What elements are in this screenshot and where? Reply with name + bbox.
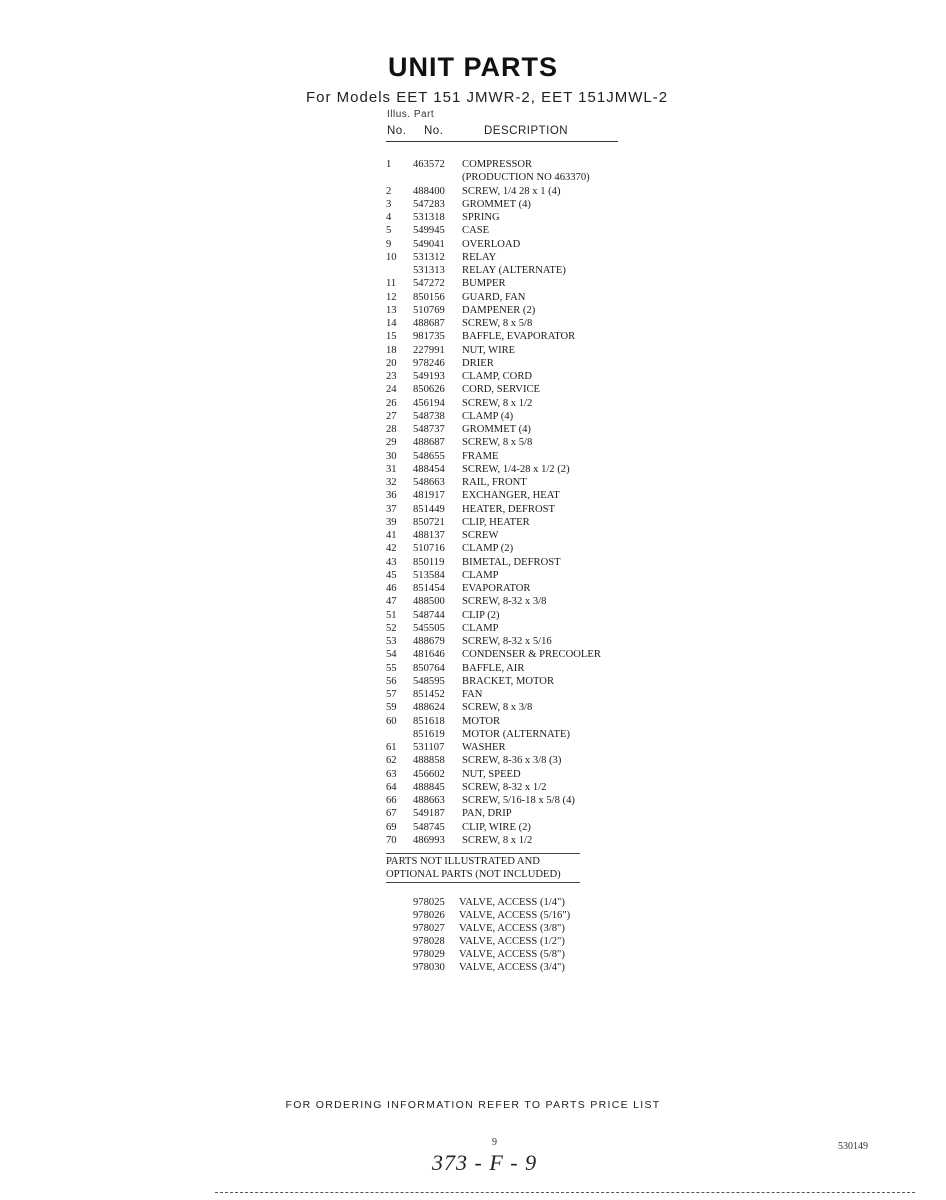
part-number: 227991 (413, 344, 445, 356)
illus-number: 28 (386, 424, 397, 435)
parts-row (386, 569, 646, 582)
not-illustrated-heading-2: OPTIONAL PARTS (NOT INCLUDED) (386, 869, 561, 880)
part-description: SCREW, 1/4 28 x 1 (4) (462, 185, 561, 197)
models-subtitle: For Models EET 151 JMWR-2, EET 151JMWL-2 (306, 89, 669, 106)
parts-row (386, 489, 646, 502)
part-description: MOTOR (462, 715, 501, 727)
part-description: RAIL, FRONT (462, 477, 527, 488)
parts-list (386, 158, 646, 847)
part-number: 488845 (413, 781, 445, 793)
part-number: 978026 (413, 910, 445, 922)
part-number: 547283 (413, 198, 445, 210)
part-description: VALVE, ACCESS (1/2") (459, 936, 565, 948)
part-number: 531318 (413, 212, 445, 223)
illus-number: 57 (386, 689, 397, 700)
column-header-description: DESCRIPTION (484, 125, 569, 137)
illus-number: 70 (386, 834, 397, 846)
part-description: CLAMP, CORD (462, 371, 533, 382)
part-number: 488679 (413, 636, 445, 647)
part-number: 851452 (413, 689, 445, 700)
ordering-note: FOR ORDERING INFORMATION REFER TO PARTS PRICE LIST (285, 1099, 661, 1111)
part-number: 549193 (413, 371, 445, 382)
part-description: FAN (462, 689, 483, 700)
part-number: 488687 (413, 437, 445, 449)
illus-number: 2 (386, 185, 392, 197)
optional-part-row (386, 896, 646, 909)
parts-row (386, 264, 646, 277)
part-description: VALVE, ACCESS (1/4") (459, 897, 565, 908)
parts-row (386, 503, 646, 516)
part-description: BRACKET, MOTOR (462, 675, 555, 687)
parts-row (386, 330, 646, 343)
part-description: SCREW, 8 x 1/2 (462, 834, 533, 846)
optional-parts-list (386, 896, 646, 975)
illus-number: 1 (386, 159, 392, 170)
parts-row (386, 436, 646, 449)
part-number: 978027 (413, 923, 445, 935)
part-description: PAN, DRIP (462, 808, 512, 820)
parts-row (386, 251, 646, 264)
parts-row (386, 185, 646, 198)
illus-number: 39 (386, 516, 397, 528)
parts-row (386, 662, 646, 675)
parts-row (386, 807, 646, 820)
illus-number: 66 (386, 795, 397, 806)
part-description: NUT, SPEED (462, 768, 521, 780)
illus-number: 30 (386, 450, 397, 462)
illus-number: 62 (386, 755, 397, 767)
illus-number: 46 (386, 583, 397, 594)
part-description: SCREW (462, 530, 499, 541)
parts-row (386, 741, 646, 754)
illus-number: 63 (386, 768, 397, 780)
illus-number: 3 (386, 198, 392, 210)
illus-number: 32 (386, 477, 397, 488)
part-number: 851618 (413, 715, 445, 727)
parts-row (386, 754, 646, 767)
illus-number: 59 (386, 702, 397, 714)
part-description: DAMPENER (2) (462, 304, 536, 316)
parts-row (386, 291, 646, 304)
parts-row (386, 370, 646, 383)
part-number: 978246 (413, 357, 445, 369)
part-description: SCREW, 8 x 5/8 (462, 318, 533, 329)
part-description: MOTOR (ALTERNATE) (462, 728, 570, 740)
illus-number: 42 (386, 543, 397, 555)
part-number: 531107 (413, 742, 445, 753)
illus-number: 24 (386, 384, 397, 396)
illus-number: 61 (386, 742, 397, 753)
part-description: VALVE, ACCESS (5/8") (459, 949, 565, 961)
part-description: (PRODUCTION NO 463370) (462, 172, 590, 184)
part-number: 488663 (413, 795, 445, 806)
parts-row (386, 344, 646, 357)
not-illustrated-bottom-rule (386, 882, 580, 883)
part-description: CONDENSER & PRECOOLER (462, 649, 601, 661)
part-description: CLAMP (2) (462, 543, 514, 555)
parts-row (386, 383, 646, 396)
part-description: BUMPER (462, 278, 506, 290)
illus-number: 52 (386, 622, 397, 634)
part-description: BAFFLE, EVAPORATOR (462, 331, 576, 343)
part-number: 548737 (413, 424, 445, 435)
parts-row (386, 781, 646, 794)
parts-row (386, 821, 646, 834)
part-number: 548738 (413, 410, 445, 422)
part-number: 851454 (413, 583, 445, 594)
part-description: SCREW, 8 x 5/8 (462, 437, 533, 449)
part-description: EVAPORATOR (462, 583, 531, 594)
part-description: CLIP, HEATER (462, 516, 530, 528)
part-number: 978030 (413, 962, 445, 974)
part-description: SCREW, 8-32 x 5/16 (462, 636, 552, 647)
part-description: NUT, WIRE (462, 344, 516, 356)
part-description: SCREW, 8 x 1/2 (462, 397, 533, 409)
parts-row (386, 688, 646, 701)
illus-number: 23 (386, 371, 397, 382)
parts-row (386, 357, 646, 370)
part-description: BAFFLE, AIR (462, 662, 525, 674)
illus-number: 14 (386, 318, 397, 329)
parts-row (386, 397, 646, 410)
part-number: 547272 (413, 278, 445, 290)
optional-part-row (386, 909, 646, 922)
part-description: CLAMP (4) (462, 410, 514, 422)
parts-row (386, 768, 646, 781)
illus-number: 10 (386, 251, 397, 263)
illus-part-label: Illus. Part (387, 109, 435, 120)
part-description: VALVE, ACCESS (5/16") (459, 910, 571, 922)
parts-row (386, 675, 646, 688)
part-number: 531312 (413, 251, 445, 263)
parts-row (386, 238, 646, 251)
part-number: 488500 (413, 596, 445, 608)
parts-row (386, 595, 646, 608)
part-number: 548655 (413, 450, 445, 462)
parts-row (386, 834, 646, 847)
optional-part-row (386, 922, 646, 935)
illus-number: 45 (386, 569, 397, 581)
part-number: 851449 (413, 503, 445, 515)
parts-row (386, 635, 646, 648)
illus-number: 54 (386, 649, 397, 661)
part-description: SCREW, 8 x 3/8 (462, 702, 533, 714)
illus-number: 26 (386, 397, 397, 409)
illus-number: 9 (386, 238, 392, 250)
parts-row (386, 542, 646, 555)
part-description: VALVE, ACCESS (3/4") (459, 962, 565, 974)
part-description: SCREW, 5/16-18 x 5/8 (4) (462, 795, 575, 806)
illus-number: 31 (386, 463, 397, 475)
parts-row (386, 450, 646, 463)
part-description: DRIER (462, 357, 494, 369)
illus-number: 55 (386, 662, 397, 674)
optional-part-row (386, 961, 646, 974)
part-number: 531313 (413, 265, 445, 276)
illus-number: 36 (386, 490, 397, 502)
part-number: 850119 (413, 556, 445, 568)
parts-row (386, 463, 646, 476)
part-description: CLAMP (462, 569, 499, 581)
part-number: 978025 (413, 897, 445, 908)
part-number: 513584 (413, 569, 445, 581)
part-number: 548745 (413, 821, 445, 833)
illus-number: 56 (386, 675, 397, 687)
optional-part-row (386, 935, 646, 948)
part-description: CASE (462, 225, 490, 237)
not-illustrated-top-rule (386, 853, 580, 854)
part-description: CLAMP (462, 622, 499, 634)
illus-number: 4 (386, 212, 392, 223)
parts-row (386, 423, 646, 436)
part-description: FRAME (462, 450, 499, 462)
part-number: 851619 (413, 728, 445, 740)
part-number: 481646 (413, 649, 445, 661)
handwritten-annotation: 373 - F - 9 (432, 1150, 538, 1175)
parts-row (386, 410, 646, 423)
part-description: BIMETAL, DEFROST (462, 556, 561, 568)
parts-row (386, 794, 646, 807)
part-description: GUARD, FAN (462, 291, 526, 303)
illus-number: 15 (386, 331, 397, 343)
part-description: SCREW, 8-32 x 3/8 (462, 596, 547, 608)
illus-number: 11 (386, 278, 397, 290)
part-description: HEATER, DEFROST (462, 503, 555, 515)
bottom-rule (215, 1192, 915, 1193)
part-description: EXCHANGER, HEAT (462, 490, 560, 502)
page-number: 9 (492, 1137, 497, 1148)
parts-row (386, 198, 646, 211)
part-description: CLIP, WIRE (2) (462, 821, 531, 833)
parts-row (386, 211, 646, 224)
part-number: 978028 (413, 936, 445, 948)
part-description: SCREW, 1/4-28 x 1/2 (2) (462, 463, 570, 475)
part-number: 549945 (413, 225, 445, 237)
part-number: 548663 (413, 477, 445, 488)
illus-number: 43 (386, 556, 397, 568)
part-number: 978029 (413, 949, 445, 961)
part-number: 481917 (413, 490, 445, 502)
parts-row (386, 648, 646, 661)
part-number: 548595 (413, 675, 445, 687)
part-description: SPRING (462, 212, 500, 223)
part-description: SCREW, 8-36 x 3/8 (3) (462, 755, 562, 767)
illus-number: 41 (386, 530, 397, 541)
part-description: SCREW, 8-32 x 1/2 (462, 781, 547, 793)
illus-number: 12 (386, 291, 397, 303)
parts-row (386, 609, 646, 622)
part-number: 850626 (413, 384, 445, 396)
parts-row (386, 516, 646, 529)
parts-row (386, 728, 646, 741)
part-description: RELAY (462, 251, 497, 263)
illus-number: 53 (386, 636, 397, 647)
column-header-part-no: No. (424, 125, 444, 137)
column-header-illus-no: No. (387, 125, 407, 137)
part-description: CLIP (2) (462, 609, 500, 621)
part-number: 463572 (413, 159, 445, 170)
parts-row (386, 158, 646, 171)
part-number: 488687 (413, 318, 445, 329)
part-description: CORD, SERVICE (462, 384, 541, 396)
not-illustrated-heading-1: PARTS NOT ILLUSTRATED AND (386, 856, 540, 867)
parts-row (386, 317, 646, 330)
part-number: 488137 (413, 530, 445, 541)
illus-number: 47 (386, 596, 397, 608)
illus-number: 51 (386, 609, 397, 621)
part-number: 548744 (413, 609, 445, 621)
part-number: 510716 (413, 543, 445, 555)
optional-part-row (386, 948, 646, 961)
part-description: OVERLOAD (462, 238, 521, 250)
part-number: 545505 (413, 622, 445, 634)
part-number: 510769 (413, 304, 445, 316)
part-description: GROMMET (4) (462, 424, 531, 435)
parts-row (386, 582, 646, 595)
parts-row (386, 556, 646, 569)
document-number: 530149 (838, 1141, 868, 1152)
illus-number: 67 (386, 808, 397, 820)
part-description: VALVE, ACCESS (3/8") (459, 923, 565, 935)
part-number: 488400 (413, 185, 445, 197)
illus-number: 29 (386, 437, 397, 449)
parts-row (386, 476, 646, 489)
parts-row (386, 277, 646, 290)
part-description: COMPRESSOR (462, 159, 533, 170)
illus-number: 37 (386, 503, 397, 515)
page-title: UNIT PARTS (388, 52, 558, 82)
part-number: 488858 (413, 755, 445, 767)
part-description: GROMMET (4) (462, 198, 531, 210)
part-number: 456602 (413, 768, 445, 780)
part-number: 850156 (413, 291, 445, 303)
parts-row (386, 715, 646, 728)
illus-number: 20 (386, 357, 397, 369)
illus-number: 27 (386, 410, 397, 422)
part-number: 488624 (413, 702, 445, 714)
parts-row (386, 701, 646, 714)
part-number: 486993 (413, 834, 445, 846)
part-number: 456194 (413, 397, 445, 409)
illus-number: 69 (386, 821, 397, 833)
parts-row (386, 304, 646, 317)
part-number: 549187 (413, 808, 445, 820)
part-description: RELAY (ALTERNATE) (462, 265, 566, 276)
parts-row (386, 622, 646, 635)
illus-number: 18 (386, 344, 397, 356)
illus-number: 64 (386, 781, 397, 793)
part-number: 850764 (413, 662, 445, 674)
illus-number: 5 (386, 225, 392, 237)
part-number: 549041 (413, 238, 445, 250)
parts-row (386, 224, 646, 237)
illus-number: 60 (386, 715, 397, 727)
part-number: 488454 (413, 463, 445, 475)
parts-row (386, 529, 646, 542)
part-number: 850721 (413, 516, 445, 528)
header-rule (386, 141, 618, 142)
illus-number: 13 (386, 304, 397, 316)
part-number: 981735 (413, 331, 445, 343)
parts-row (386, 171, 646, 184)
part-description: WASHER (462, 742, 506, 753)
